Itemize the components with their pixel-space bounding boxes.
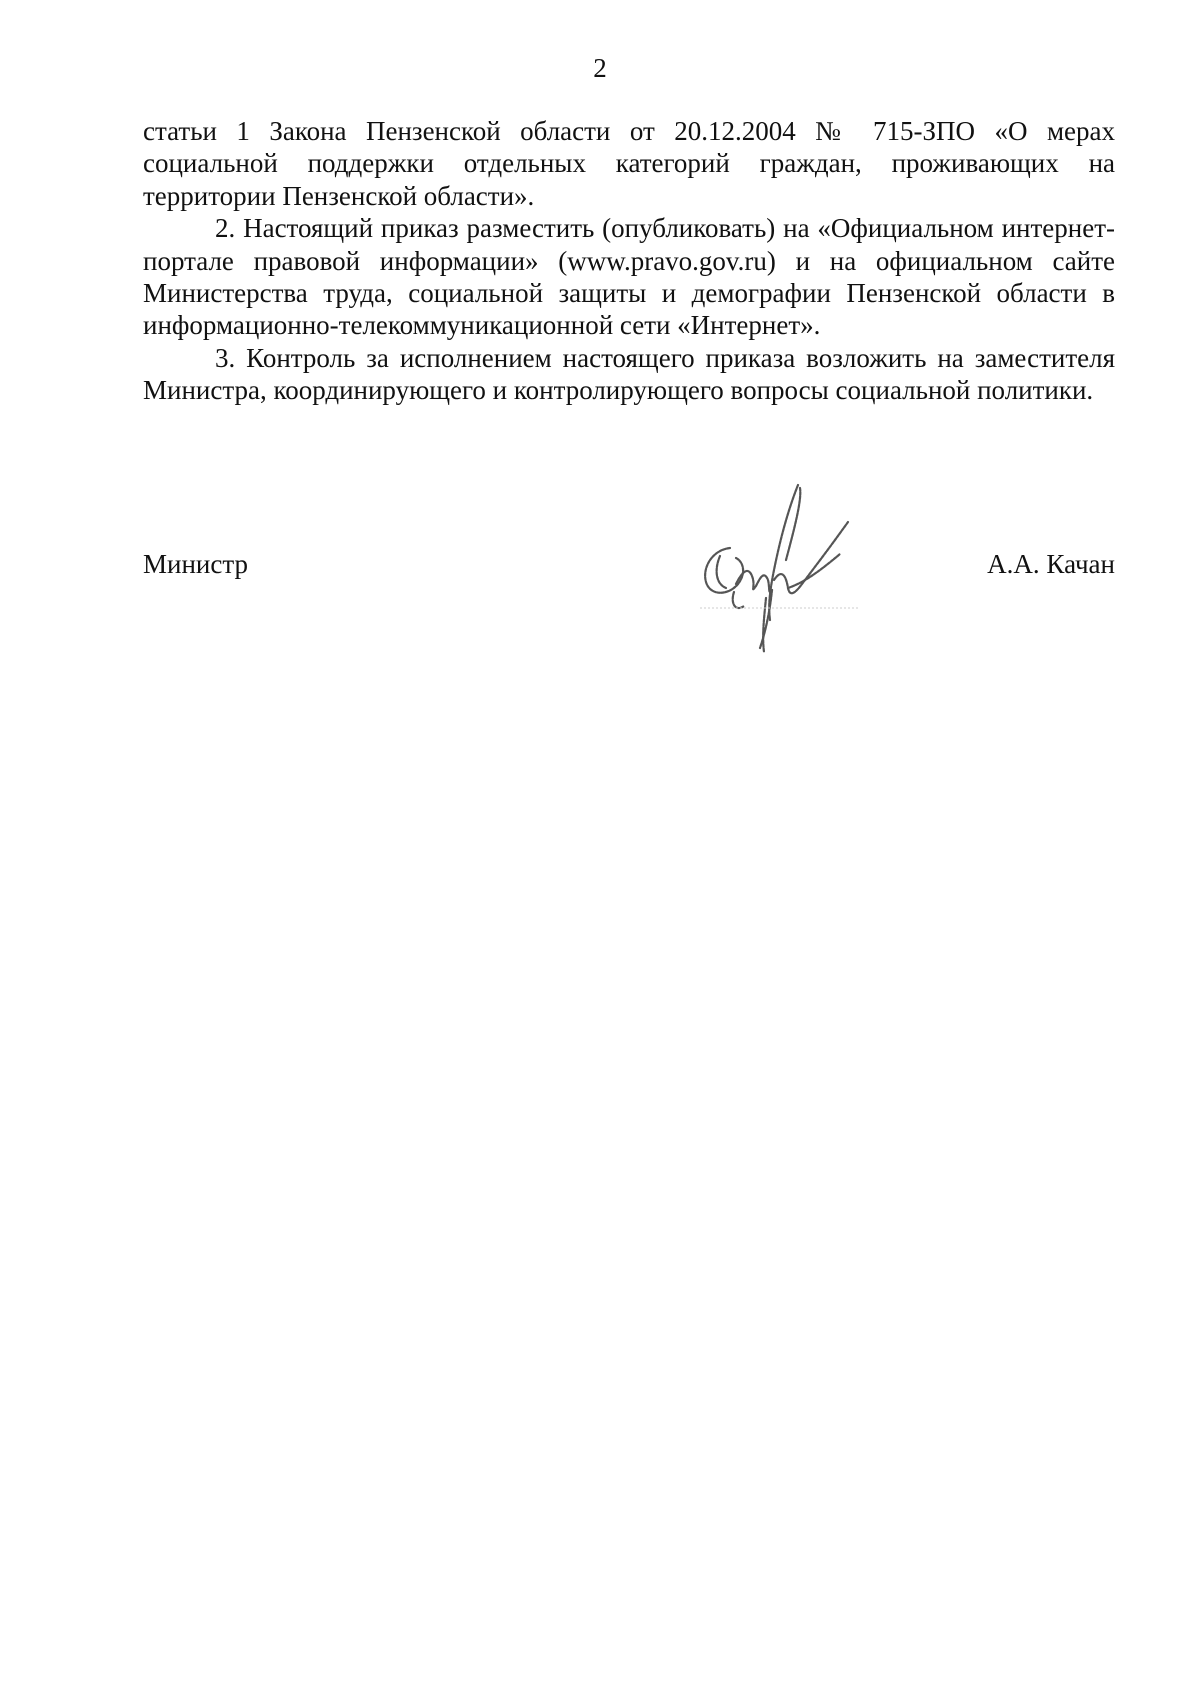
paragraph-publication: 2. Настоящий приказ разместить (опубликовать) на «Официальном интернет-портале правовой информации» (www.pravo.gov.ru) и на официальном сайте Министерства труда, социальной защиты и демографии Пензенской области в информационно-телекоммуникационной сети «Интернет». bbox=[143, 213, 1115, 341]
signature-block bbox=[143, 548, 1115, 588]
page-number: 2 bbox=[593, 53, 607, 83]
signatory-title: Министр bbox=[143, 549, 248, 579]
signatory-name: А.А. Качан bbox=[987, 549, 1115, 579]
paragraph-continuation: статьи 1 Закона Пензенской области от 20.12.2004 № 715-ЗПО «О мерах социальной поддержки отдельных категорий граждан, проживающих на территории Пензенской области». bbox=[143, 116, 1115, 211]
document-body bbox=[143, 115, 1115, 407]
handwritten-signature-icon bbox=[690, 480, 870, 655]
paragraph-control: 3. Контроль за исполнением настоящего приказа возложить на заместителя Министра, координирующего и контролирующего вопросы социальной политики. bbox=[143, 342, 1115, 406]
